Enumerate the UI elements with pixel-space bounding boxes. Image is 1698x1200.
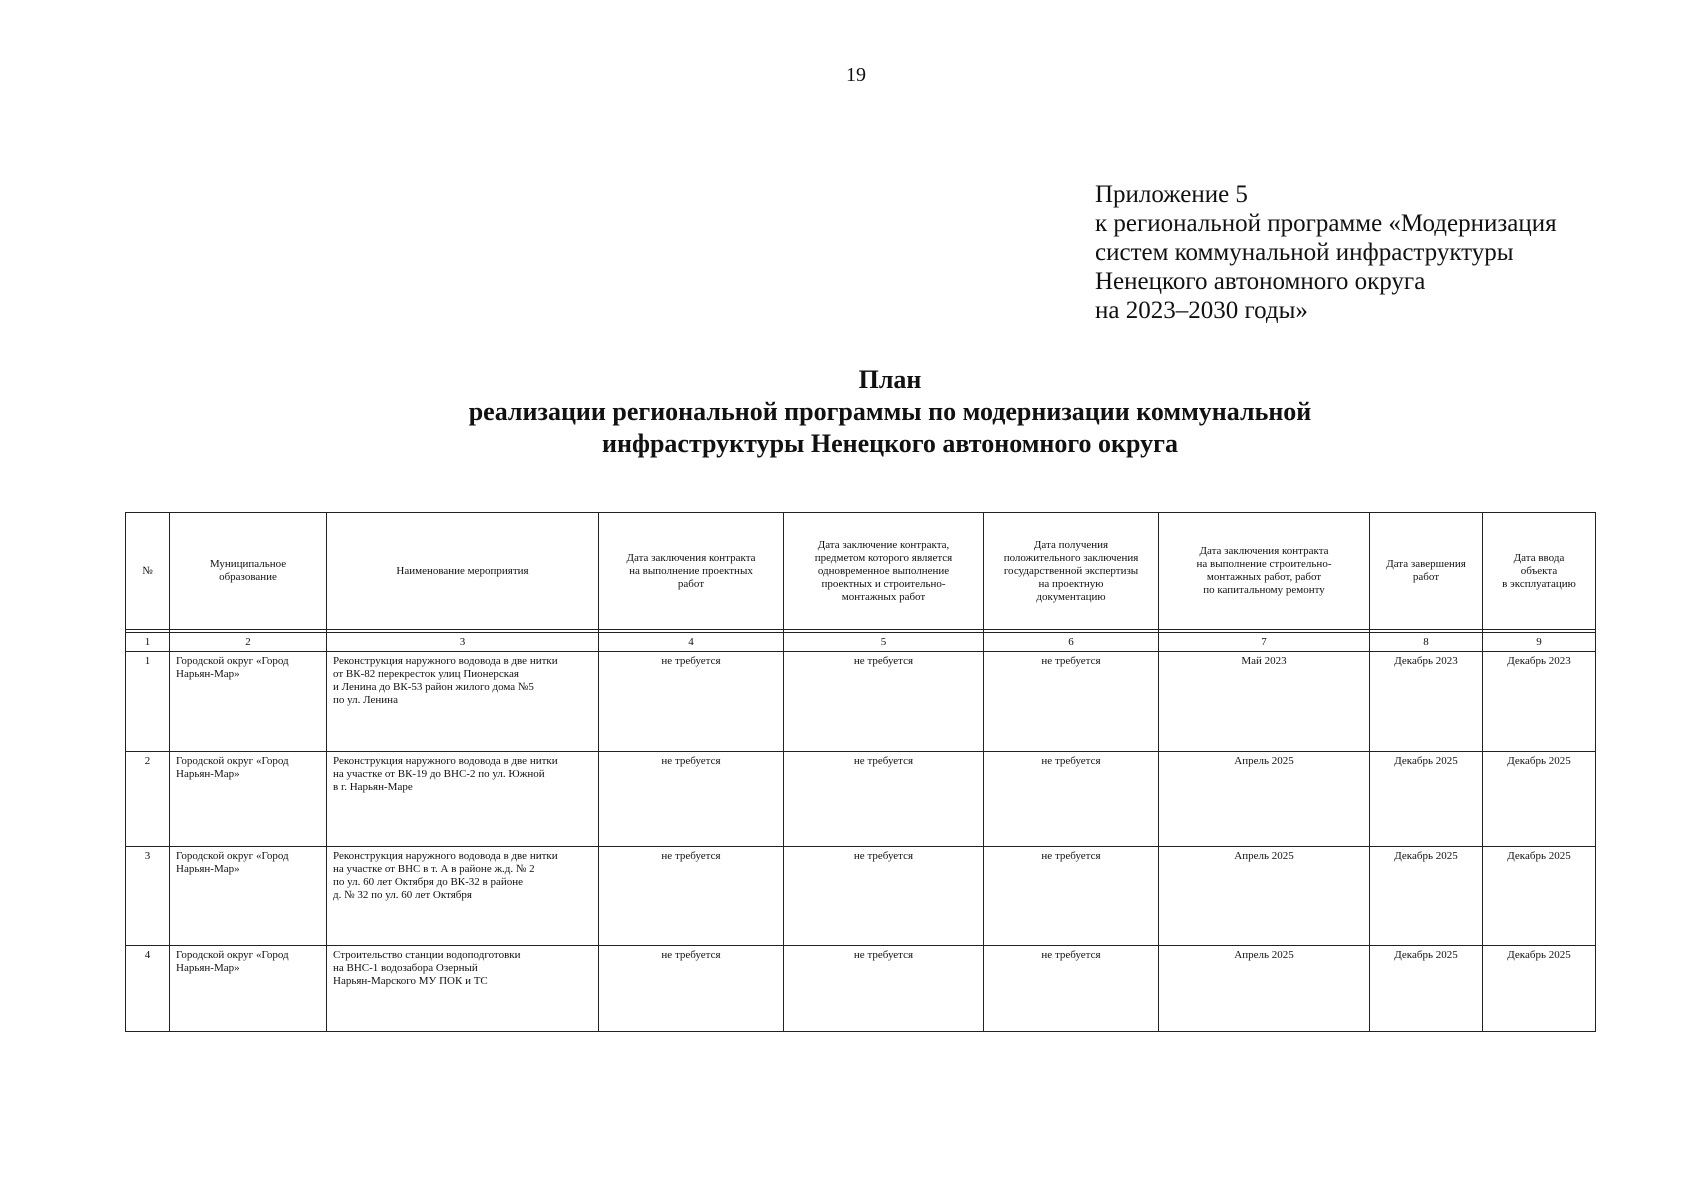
column-number: 7 — [1159, 633, 1370, 652]
cell-commissioning: Декабрь 2023 — [1483, 652, 1596, 752]
table-row — [126, 847, 1596, 946]
column-number-row — [126, 633, 1596, 652]
column-number: 9 — [1483, 633, 1596, 652]
cell-completion: Декабрь 2023 — [1370, 652, 1483, 752]
header-activity: Наименование мероприятия — [327, 513, 599, 630]
cell-completion: Декабрь 2025 — [1370, 847, 1483, 946]
table-row — [126, 946, 1596, 1032]
cell-design-contract: не требуется — [599, 752, 784, 847]
title-line: План — [858, 365, 922, 394]
column-number: 6 — [984, 633, 1159, 652]
title-line: реализации региональной программы по модернизации коммунальной — [468, 397, 1312, 426]
cell-construction-contract: Апрель 2025 — [1159, 946, 1370, 1032]
cell-number: 4 — [126, 946, 170, 1032]
cell-expertise: не требуется — [984, 652, 1159, 752]
cell-design-contract: не требуется — [599, 946, 784, 1032]
appendix-line: Приложение 5 — [1095, 181, 1248, 208]
cell-combined-contract: не требуется — [784, 752, 984, 847]
cell-commissioning: Декабрь 2025 — [1483, 847, 1596, 946]
header-combined-contract: Дата заключение контракта, предметом которого является одновременное выполнение проектных и строительно- монтажных работ — [784, 513, 984, 630]
header-construction-contract: Дата заключения контракта на выполнение строительно- монтажных работ, работ по капитальному ремонту — [1159, 513, 1370, 630]
column-number: 1 — [126, 633, 170, 652]
cell-municipality: Городской округ «Город Нарьян-Мар» — [170, 652, 327, 752]
cell-number: 2 — [126, 752, 170, 847]
cell-combined-contract: не требуется — [784, 847, 984, 946]
cell-activity: Реконструкция наружного водовода в две нитки на участке от ВНС в т. А в районе ж.д. № 2 по ул. 60 лет Октября до ВК-32 в районе д. № 32 по ул. 60 лет Октября — [327, 847, 599, 946]
cell-expertise: не требуется — [984, 946, 1159, 1032]
table-row — [126, 752, 1596, 847]
column-number: 4 — [599, 633, 784, 652]
appendix-line: на 2023–2030 годы» — [1095, 297, 1308, 324]
header-design-contract: Дата заключения контракта на выполнение проектных работ — [599, 513, 784, 630]
cell-combined-contract: не требуется — [784, 652, 984, 752]
cell-combined-contract: не требуется — [784, 946, 984, 1032]
cell-activity: Реконструкция наружного водовода в две нитки на участке от ВК-19 до ВНС-2 по ул. Южной в г. Нарьян-Маре — [327, 752, 599, 847]
table-header-row — [126, 513, 1596, 630]
cell-municipality: Городской округ «Город Нарьян-Мар» — [170, 847, 327, 946]
appendix-note — [1095, 180, 1557, 325]
column-number: 2 — [170, 633, 327, 652]
appendix-line: к региональной программе «Модернизация — [1095, 210, 1557, 237]
cell-activity: Строительство станции водоподготовки на ВНС-1 водозабора Озерный Нарьян-Марского МУ ПОК и ТС — [327, 946, 599, 1032]
cell-completion: Декабрь 2025 — [1370, 946, 1483, 1032]
table-row — [126, 652, 1596, 752]
header-commissioning: Дата ввода объекта в эксплуатацию — [1483, 513, 1596, 630]
header-municipality: Муниципальное образование — [170, 513, 327, 630]
column-number: 5 — [784, 633, 984, 652]
cell-commissioning: Декабрь 2025 — [1483, 946, 1596, 1032]
column-number: 3 — [327, 633, 599, 652]
cell-expertise: не требуется — [984, 847, 1159, 946]
cell-construction-contract: Апрель 2025 — [1159, 752, 1370, 847]
plan-table — [125, 512, 1596, 1032]
cell-design-contract: не требуется — [599, 847, 784, 946]
cell-number: 1 — [126, 652, 170, 752]
cell-municipality: Городской округ «Город Нарьян-Мар» — [170, 752, 327, 847]
header-number: № — [126, 513, 170, 630]
cell-completion: Декабрь 2025 — [1370, 752, 1483, 847]
cell-municipality: Городской округ «Город Нарьян-Мар» — [170, 946, 327, 1032]
cell-construction-contract: Апрель 2025 — [1159, 847, 1370, 946]
header-expertise: Дата получения положительного заключения государственной экспертизы на проектную документацию — [984, 513, 1159, 630]
cell-design-contract: не требуется — [599, 652, 784, 752]
document-title — [0, 364, 1698, 460]
cell-construction-contract: Май 2023 — [1159, 652, 1370, 752]
cell-expertise: не требуется — [984, 752, 1159, 847]
header-completion: Дата завершения работ — [1370, 513, 1483, 630]
cell-commissioning: Декабрь 2025 — [1483, 752, 1596, 847]
appendix-line: Ненецкого автономного округа — [1095, 268, 1426, 295]
cell-number: 3 — [126, 847, 170, 946]
column-number: 8 — [1370, 633, 1483, 652]
appendix-line: систем коммунальной инфраструктуры — [1095, 239, 1514, 266]
page-number: 19 — [846, 64, 866, 86]
title-line: инфраструктуры Ненецкого автономного округа — [602, 429, 1178, 458]
cell-activity: Реконструкция наружного водовода в две нитки от ВК-82 перекресток улиц Пионерская и Ленина до ВК-53 район жилого дома №5 по ул. Ленина — [327, 652, 599, 752]
